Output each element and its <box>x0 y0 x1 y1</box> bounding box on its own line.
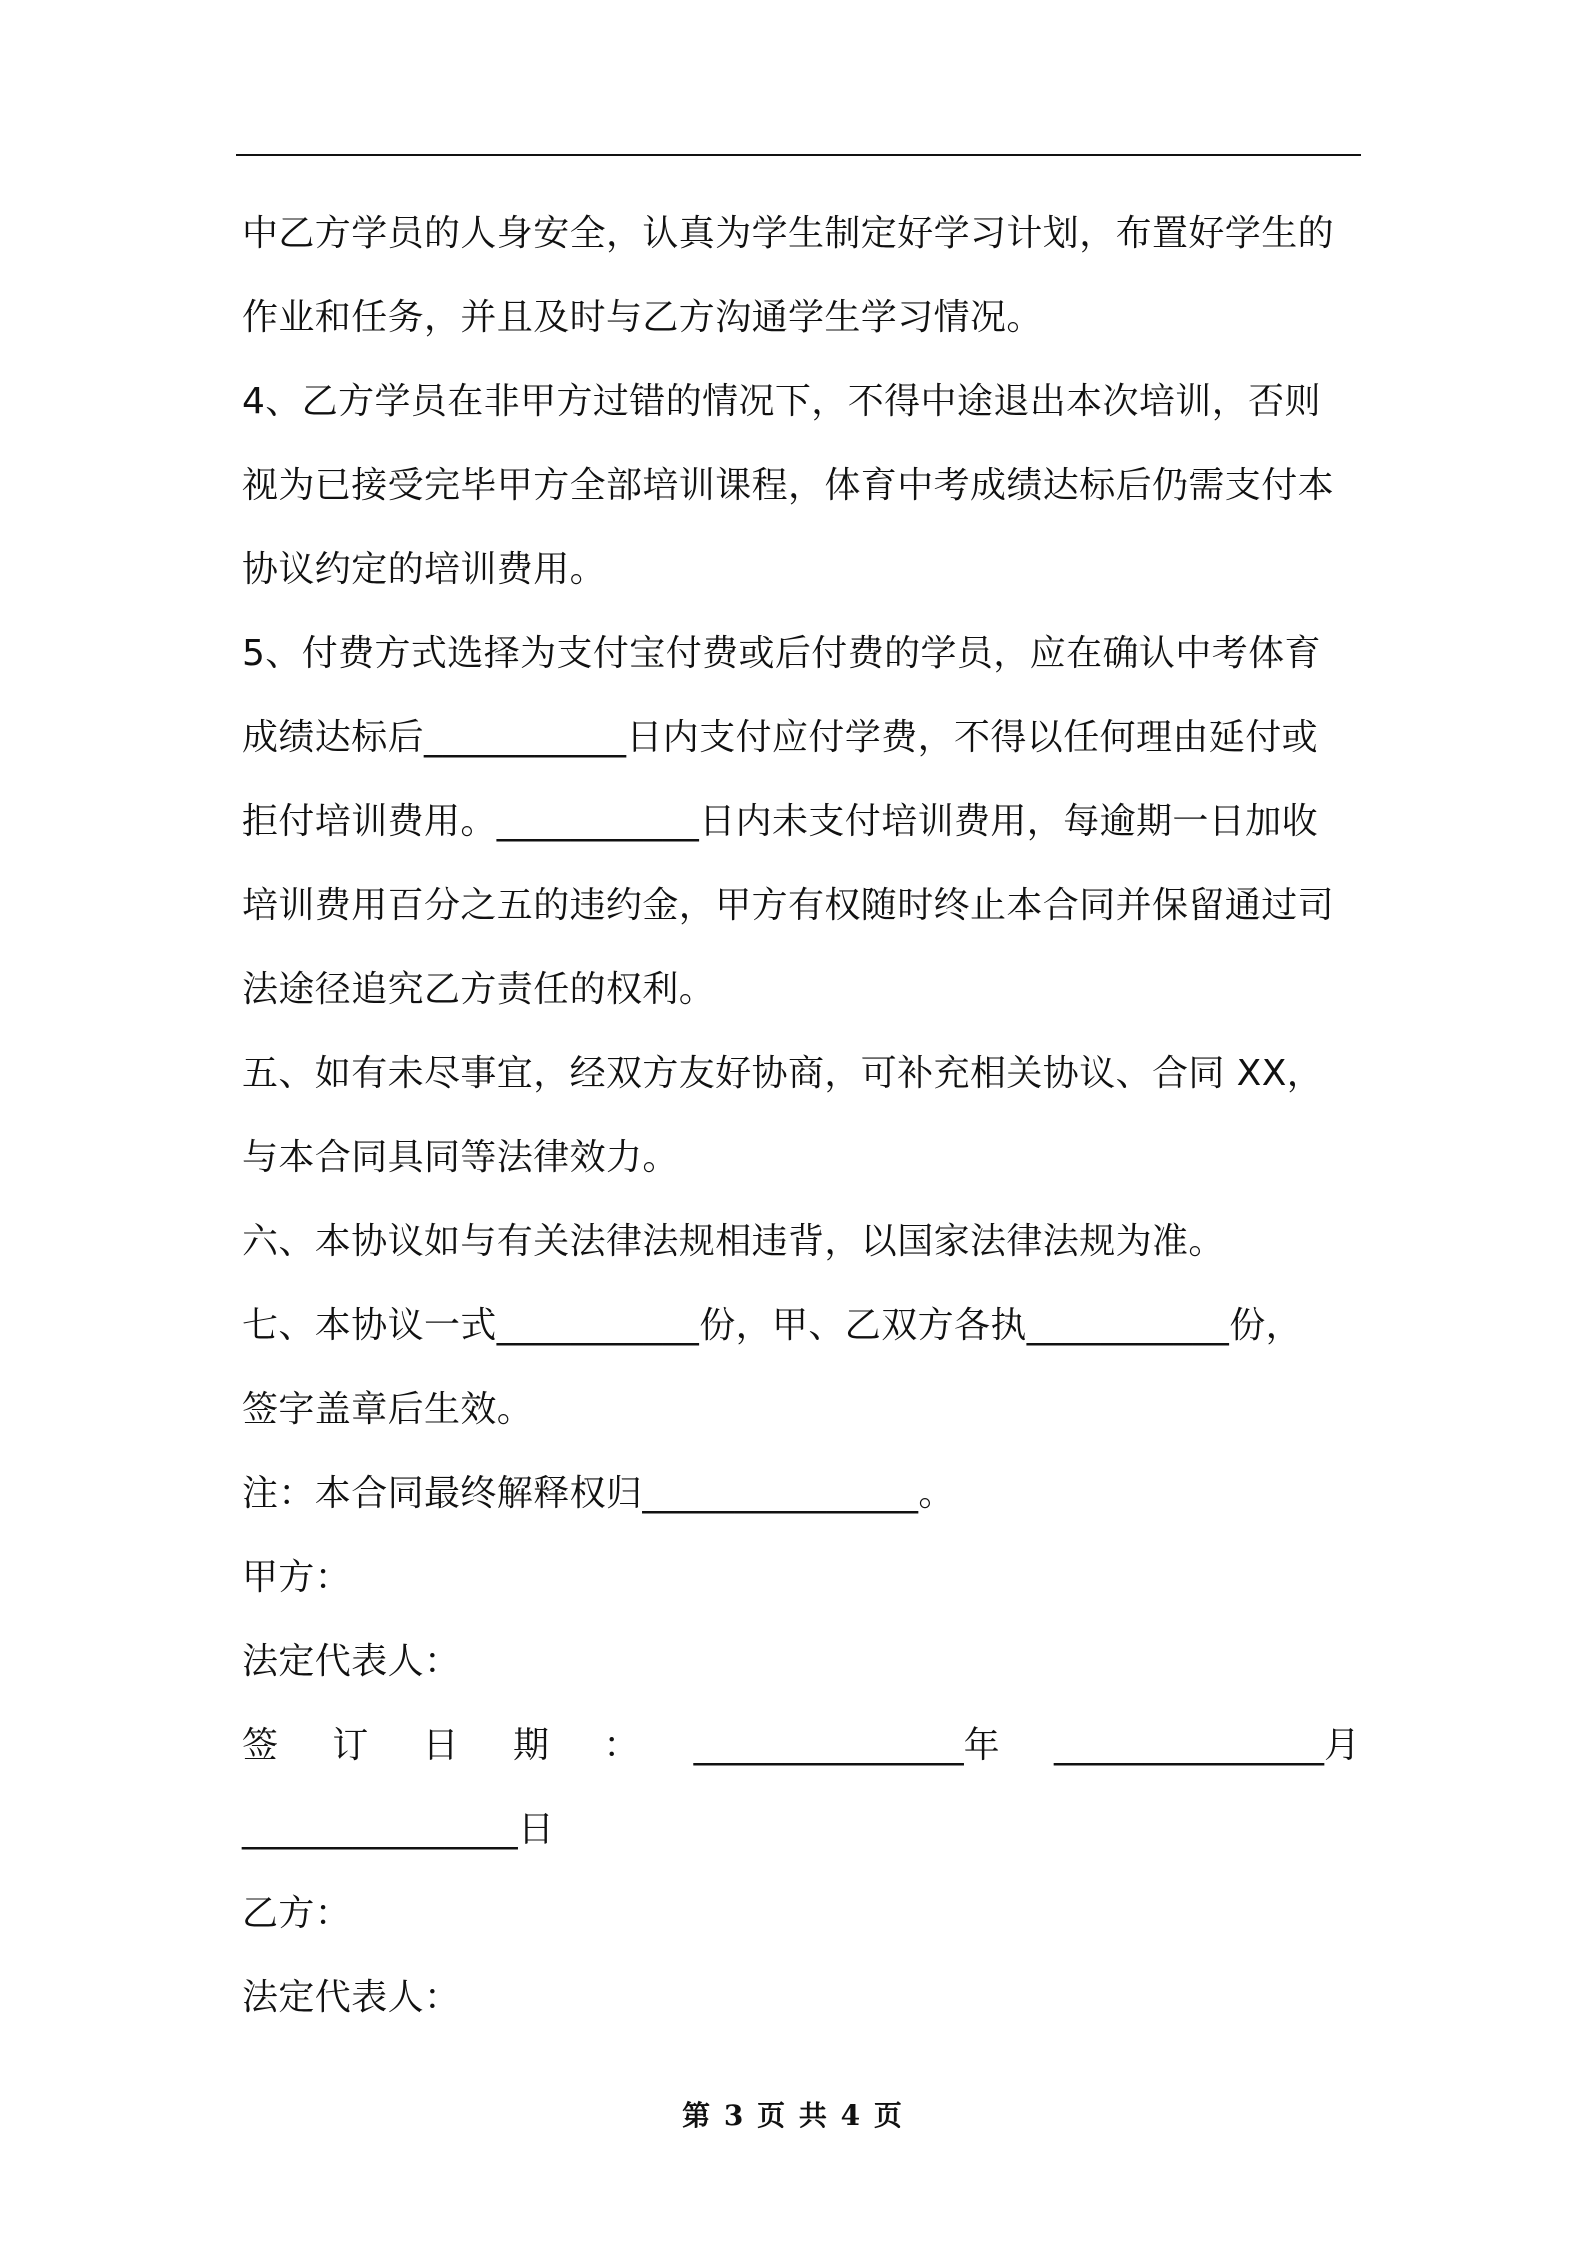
text-line: 五、如有未尽事宜，经双方友好协商，可补充相关协议、合同 XX， <box>242 1053 1324 1094</box>
text-line: 成绩达标后___________日内支付应付学费，不得以任何理由延付或 <box>242 717 1319 758</box>
text-line: 协议约定的培训费用。 <box>242 549 607 590</box>
date-label-char: 签 <box>242 1725 279 1766</box>
document-body <box>242 192 1360 2040</box>
text-line: 与本合同具同等法律效力。 <box>242 1137 679 1178</box>
text-line: 4、乙方学员在非甲方过错的情况下，不得中途退出本次培训，否则 <box>242 381 1321 422</box>
party-b-label: 乙方： <box>242 1893 352 1934</box>
day-blank: _______________日 <box>242 1809 555 1850</box>
header-rule <box>236 154 1361 156</box>
page-indicator: 第 3 页 共 4 页 <box>682 2099 904 2132</box>
text-line: 七、本协议一式___________份，甲、乙双方各执___________份， <box>242 1305 1303 1346</box>
text-line: 拒付培训费用。___________日内未支付培训费用，每逾期一日加收 <box>242 801 1319 842</box>
text-line: 法途径追究乙方责任的权利。 <box>242 969 716 1010</box>
text-line: 5、付费方式选择为支付宝付费或后付费的学员，应在确认中考体育 <box>242 633 1321 674</box>
party-a-representative-label: 法定代表人： <box>242 1641 461 1682</box>
party-a-label: 甲方： <box>242 1557 352 1598</box>
text-line: 注：本合同最终解释权归_______________。 <box>242 1473 955 1514</box>
year-blank: _______________年 <box>693 1725 1000 1766</box>
month-blank: _______________月 <box>1053 1725 1360 1766</box>
text-line: 视为已接受完毕甲方全部培训课程，体育中考成绩达标后仍需支付本 <box>242 465 1335 506</box>
party-b-representative-label: 法定代表人： <box>242 1977 461 2018</box>
date-label-char: 期 <box>512 1725 549 1766</box>
date-label-char: 订 <box>332 1725 369 1766</box>
text-line: 作业和任务，并且及时与乙方沟通学生学习情况。 <box>242 297 1043 338</box>
text-line: 签字盖章后生效。 <box>242 1389 534 1430</box>
text-line: 中乙方学员的人身安全，认真为学生制定好学习计划，布置好学生的 <box>242 213 1335 254</box>
text-line: 培训费用百分之五的违约金，甲方有权随时终止本合同并保留通过司 <box>242 885 1335 926</box>
date-label-char: ： <box>603 1725 640 1766</box>
date-label-char: 日 <box>422 1725 459 1766</box>
signing-date-line <box>242 1704 1360 1788</box>
text-line: 六、本协议如与有关法律法规相违背，以国家法律法规为准。 <box>242 1221 1225 1262</box>
